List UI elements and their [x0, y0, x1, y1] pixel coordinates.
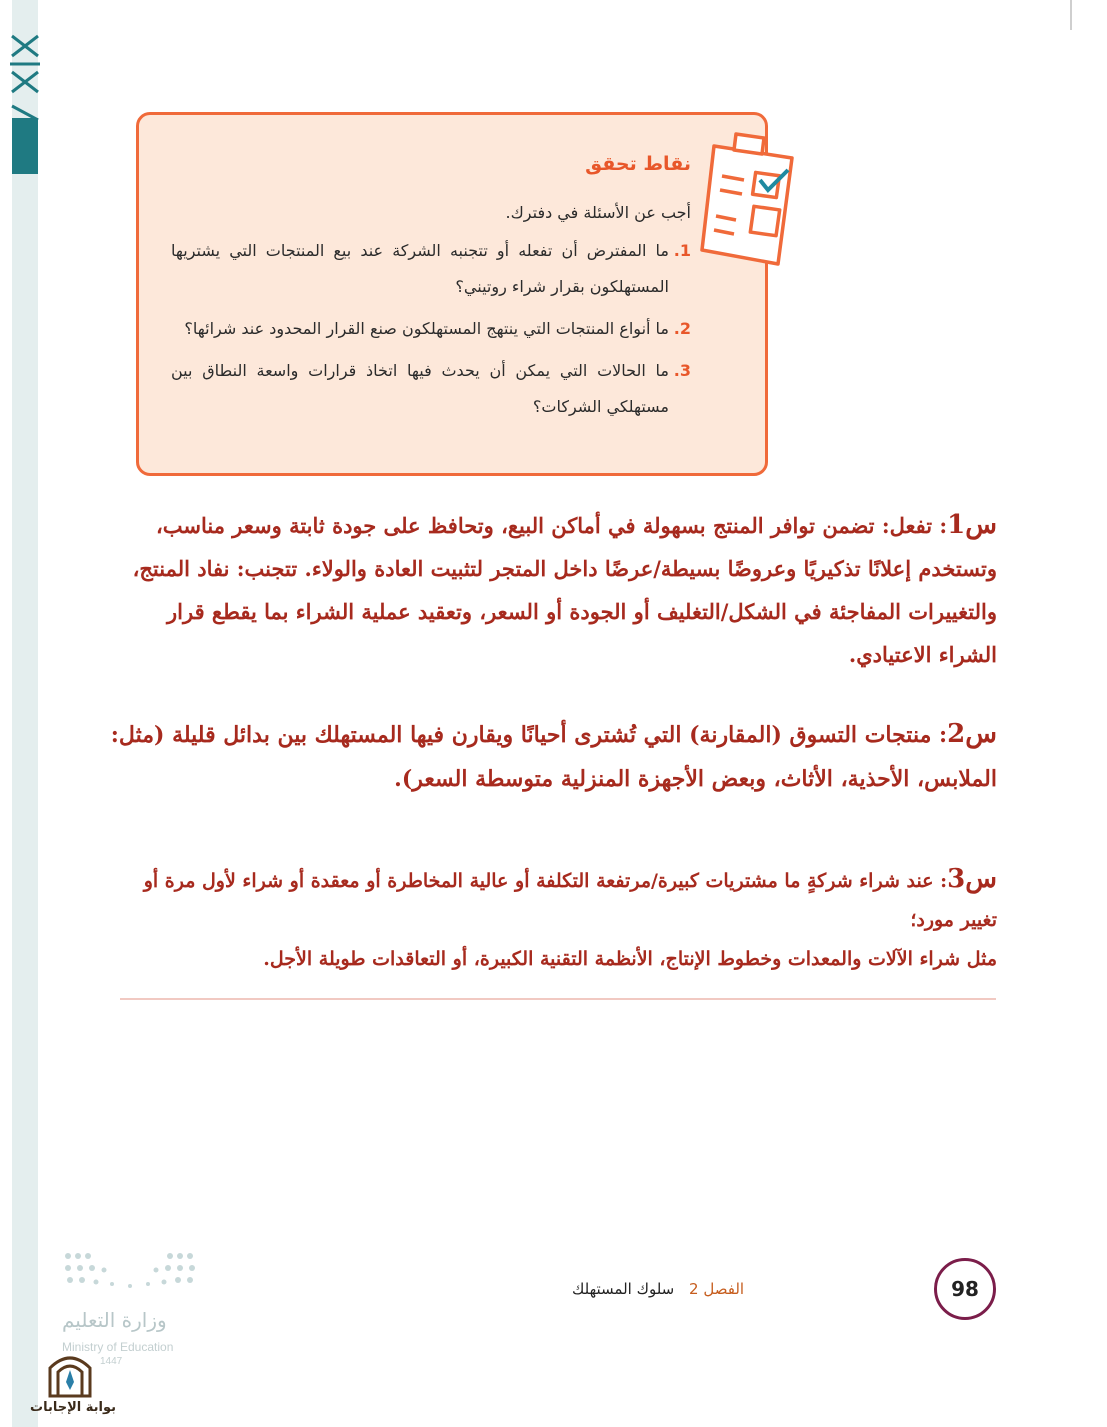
ministry-name-en: Ministry of Education	[62, 1340, 174, 1354]
answer-label: س1	[947, 510, 997, 540]
answer-text: : عند شراء شركةٍ ما مشتريات كبيرة/مرتفعة التكلفة أو عالية المخاطرة أو معقدة أو شراء لأول مرة أو تغيير مورد؛	[143, 870, 997, 931]
question-item-2	[171, 311, 691, 347]
answer-text-examples: مثل شراء الآلات والمعدات وخطوط الإنتاج، الأنظمة التقنية الكبيرة، أو التعاقدات طويلة الأجل.	[263, 948, 997, 970]
question-text: ما الحالات التي يمكن أن يحدث فيها اتخاذ قرارات واسعة النطاق بين مستهلكي الشركات؟	[171, 361, 669, 416]
clipboard-checklist-icon	[700, 118, 810, 268]
ministry-logo-icon	[60, 1250, 200, 1294]
answer-1	[107, 504, 997, 676]
answer-label: س3	[947, 864, 997, 894]
page-edge-mark	[1070, 0, 1072, 30]
question-item-1	[171, 233, 691, 305]
checkpoint-instruction: أجب عن الأسئلة في دفترك.	[505, 203, 691, 222]
question-text: ما أنواع المنتجات التي ينتهج المستهلكون صنع القرار المحدود عند شرائها؟	[184, 319, 669, 338]
chapter-number: الفصل 2	[689, 1280, 745, 1298]
ministry-name-ar: وزارة التعليم	[62, 1308, 167, 1332]
ministry-year: 1447	[100, 1356, 123, 1367]
question-item-3	[171, 353, 691, 425]
question-number: 1.	[673, 241, 691, 260]
answers-divider	[120, 998, 996, 1000]
portal-name: بوابة الإجابات	[30, 1400, 116, 1415]
answer-text: : منتجات التسوق (المقارنة) التي تُشترى أحيانًا ويقارن فيها المستهلك بين بدائل قليلة (مثل: الملابس، الأحذية، الأثاث، وبعض الأجهزة المنزلية متوسطة السعر).	[110, 722, 997, 792]
answer-label: س2	[947, 719, 997, 749]
chapter-title: سلوك المستهلك	[572, 1280, 675, 1298]
answer-3	[107, 860, 997, 979]
side-band-accent	[12, 118, 38, 174]
question-number: 2.	[673, 319, 691, 338]
checkpoint-title: نقاط تحقق	[585, 153, 691, 175]
question-number: 3.	[673, 361, 691, 380]
answer-text: : تفعل: تضمن توافر المنتج بسهولة في أماكن البيع، وتحافظ على جودة ثابتة وسعر مناسب، وتستخدم إعلانًا تذكيريًا وعروضًا بسيطة/عرضًا داخل المتجر لتثبيت العادة والولاء. تتجنب: نفاد المنتج، والتغييرات المفاجئة في الشكل/التغليف أو الجودة أو السعر، وتعقيد عملية الشراء بما يقطع قرار الشراء الاعتيادي.	[132, 513, 997, 667]
side-band	[12, 0, 38, 1427]
chapter-label	[572, 1280, 744, 1298]
checkpoint-panel	[136, 112, 768, 476]
page-number: 98	[934, 1258, 996, 1320]
question-text: ما المفترض أن تفعله أو تتجنبه الشركة عند بيع المنتجات التي يشتريها المستهلكون بقرار شراء روتيني؟	[171, 241, 669, 296]
answer-2	[107, 712, 997, 801]
geometric-pattern-icon	[8, 28, 42, 120]
checkpoint-questions	[171, 233, 691, 431]
portal-logo-icon	[44, 1348, 96, 1400]
